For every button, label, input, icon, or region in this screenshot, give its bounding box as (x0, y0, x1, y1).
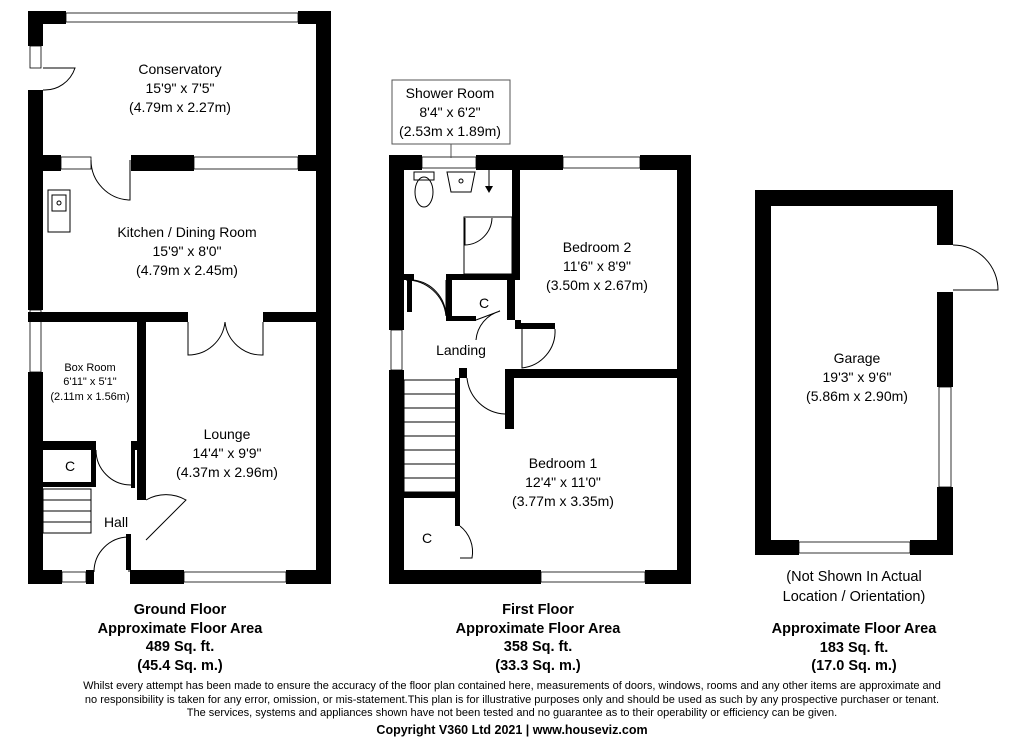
shower-door-icon (413, 280, 446, 316)
lounge-name: Lounge (203, 426, 251, 442)
box-room-metric: (2.11m x 1.56m) (50, 391, 130, 403)
first-floor-sqft: 358 Sq. ft. (503, 639, 573, 655)
first-floor-caption (438, 601, 638, 675)
garage-side-window (939, 387, 951, 487)
garage-imperial: 19'3" x 9'6" (822, 369, 892, 385)
ground-cupboard-name: C (64, 458, 76, 474)
bedroom1-metric: (3.77m x 3.35m) (512, 493, 614, 509)
lounge-metric: (4.37m x 2.96m) (176, 464, 278, 480)
box-room-imperial: 6'11" x 5'1" (63, 376, 117, 388)
cupboard-door-icon (96, 450, 131, 485)
lounge-window (184, 572, 286, 582)
conservatory-door-icon (43, 68, 75, 90)
garage-location-note (754, 568, 954, 607)
kitchen-metric: (4.79m x 2.45m) (136, 262, 238, 278)
first-floor-plan (389, 155, 691, 584)
landing-name: Landing (436, 342, 486, 358)
landing-cupboard-door-icon (476, 311, 500, 340)
garage-side-door-icon (953, 245, 998, 290)
conservatory-imperial: 15'9" x 7'5" (145, 80, 215, 96)
kitchen-door-icon (91, 160, 130, 200)
garage-sqm: (17.0 Sq. m.) (811, 658, 897, 674)
basin-icon (447, 172, 475, 192)
ground-floor-title: Ground Floor (133, 602, 227, 618)
conservatory-side-window (30, 46, 41, 68)
shower-room-imperial: 8'4" x 6'2" (419, 104, 481, 120)
ground-floor-sqm: (45.4 Sq. m.) (137, 657, 223, 674)
front-door-icon (94, 537, 129, 572)
bedroom2-window (563, 157, 640, 168)
garage-subtitle: Approximate Floor Area (771, 621, 937, 637)
disclaimer (0, 680, 1024, 721)
bedroom1-name: Bedroom 1 (528, 455, 598, 471)
bedroom2-door-icon (522, 329, 555, 368)
ground-floor-subtitle: Approximate Floor Area (97, 620, 263, 637)
disclaimer-line1: Whilst every attempt has been made to ensure the accuracy of the floor plan contained here, measurements of doors, windows, rooms and any other items are approximate and (83, 680, 941, 692)
shower-room-window (422, 157, 476, 168)
kitchen-name: Kitchen / Dining Room (117, 224, 257, 240)
conservatory-metric: (4.79m x 2.27m) (129, 99, 231, 115)
bedroom2-imperial: 11'6" x 8'9" (563, 258, 631, 274)
hall-lounge-door-icon (146, 495, 186, 540)
ground-floor-sqft: 489 Sq. ft. (145, 639, 215, 655)
first-floor-sqm: (33.3 Sq. m.) (495, 657, 581, 674)
landing-window (391, 330, 402, 370)
first-floor-subtitle: Approximate Floor Area (455, 620, 621, 637)
wardrobe-door-icon (460, 526, 473, 558)
bedroom2-name: Bedroom 2 (562, 239, 632, 255)
bedroom1-cupboard-name: C (421, 530, 433, 546)
toilet-icon (415, 177, 433, 207)
kitchen-imperial: 15'9" x 8'0" (152, 243, 222, 259)
disclaimer-line3: The services, systems and appliances shown have not been tested and no guarantee as to their operability or efficiency can be given. (186, 707, 838, 719)
box-room-name: Box Room (64, 362, 116, 374)
shower-tray-icon (464, 217, 512, 274)
copyright: Copyright V360 Ltd 2021 | www.houseviz.com (376, 723, 648, 737)
garage-metric: (5.86m x 2.90m) (806, 388, 908, 404)
bedroom1-window (541, 572, 645, 582)
first-floor-title: First Floor (502, 602, 574, 618)
garage-name: Garage (833, 350, 881, 366)
hall-name: Hall (103, 514, 129, 530)
bedroom1-door-icon (467, 378, 505, 414)
lounge-double-door-icon (188, 322, 263, 355)
bedroom2-metric: (3.50m x 2.67m) (546, 277, 648, 293)
shower-room-name: Shower Room (405, 85, 495, 101)
ground-floor-caption (80, 601, 280, 675)
bedroom1-imperial: 12'4" x 11'0" (525, 474, 601, 490)
hall-window (62, 572, 86, 582)
lounge-imperial: 14'4" x 9'9" (192, 445, 262, 461)
shower-room-metric: (2.53m x 1.89m) (399, 123, 501, 139)
garage-note-line2: Location / Orientation) (782, 588, 926, 605)
conservatory-window (66, 13, 298, 22)
garage-caption (754, 620, 954, 676)
landing-cupboard-name: C (478, 295, 490, 311)
garage-door-icon (799, 542, 910, 553)
garage-sqft: 183 Sq. ft. (819, 639, 889, 656)
disclaimer-line2: no responsibility is taken for any error, omission, or mis-statement.This plan is for illustrative purposes only and should be used as such by any prospective purchaser or tenant. (84, 693, 940, 706)
conservatory-name: Conservatory (138, 61, 222, 77)
ground-floor-plan (28, 11, 331, 584)
garage-note-line1: (Not Shown In Actual (786, 569, 922, 585)
